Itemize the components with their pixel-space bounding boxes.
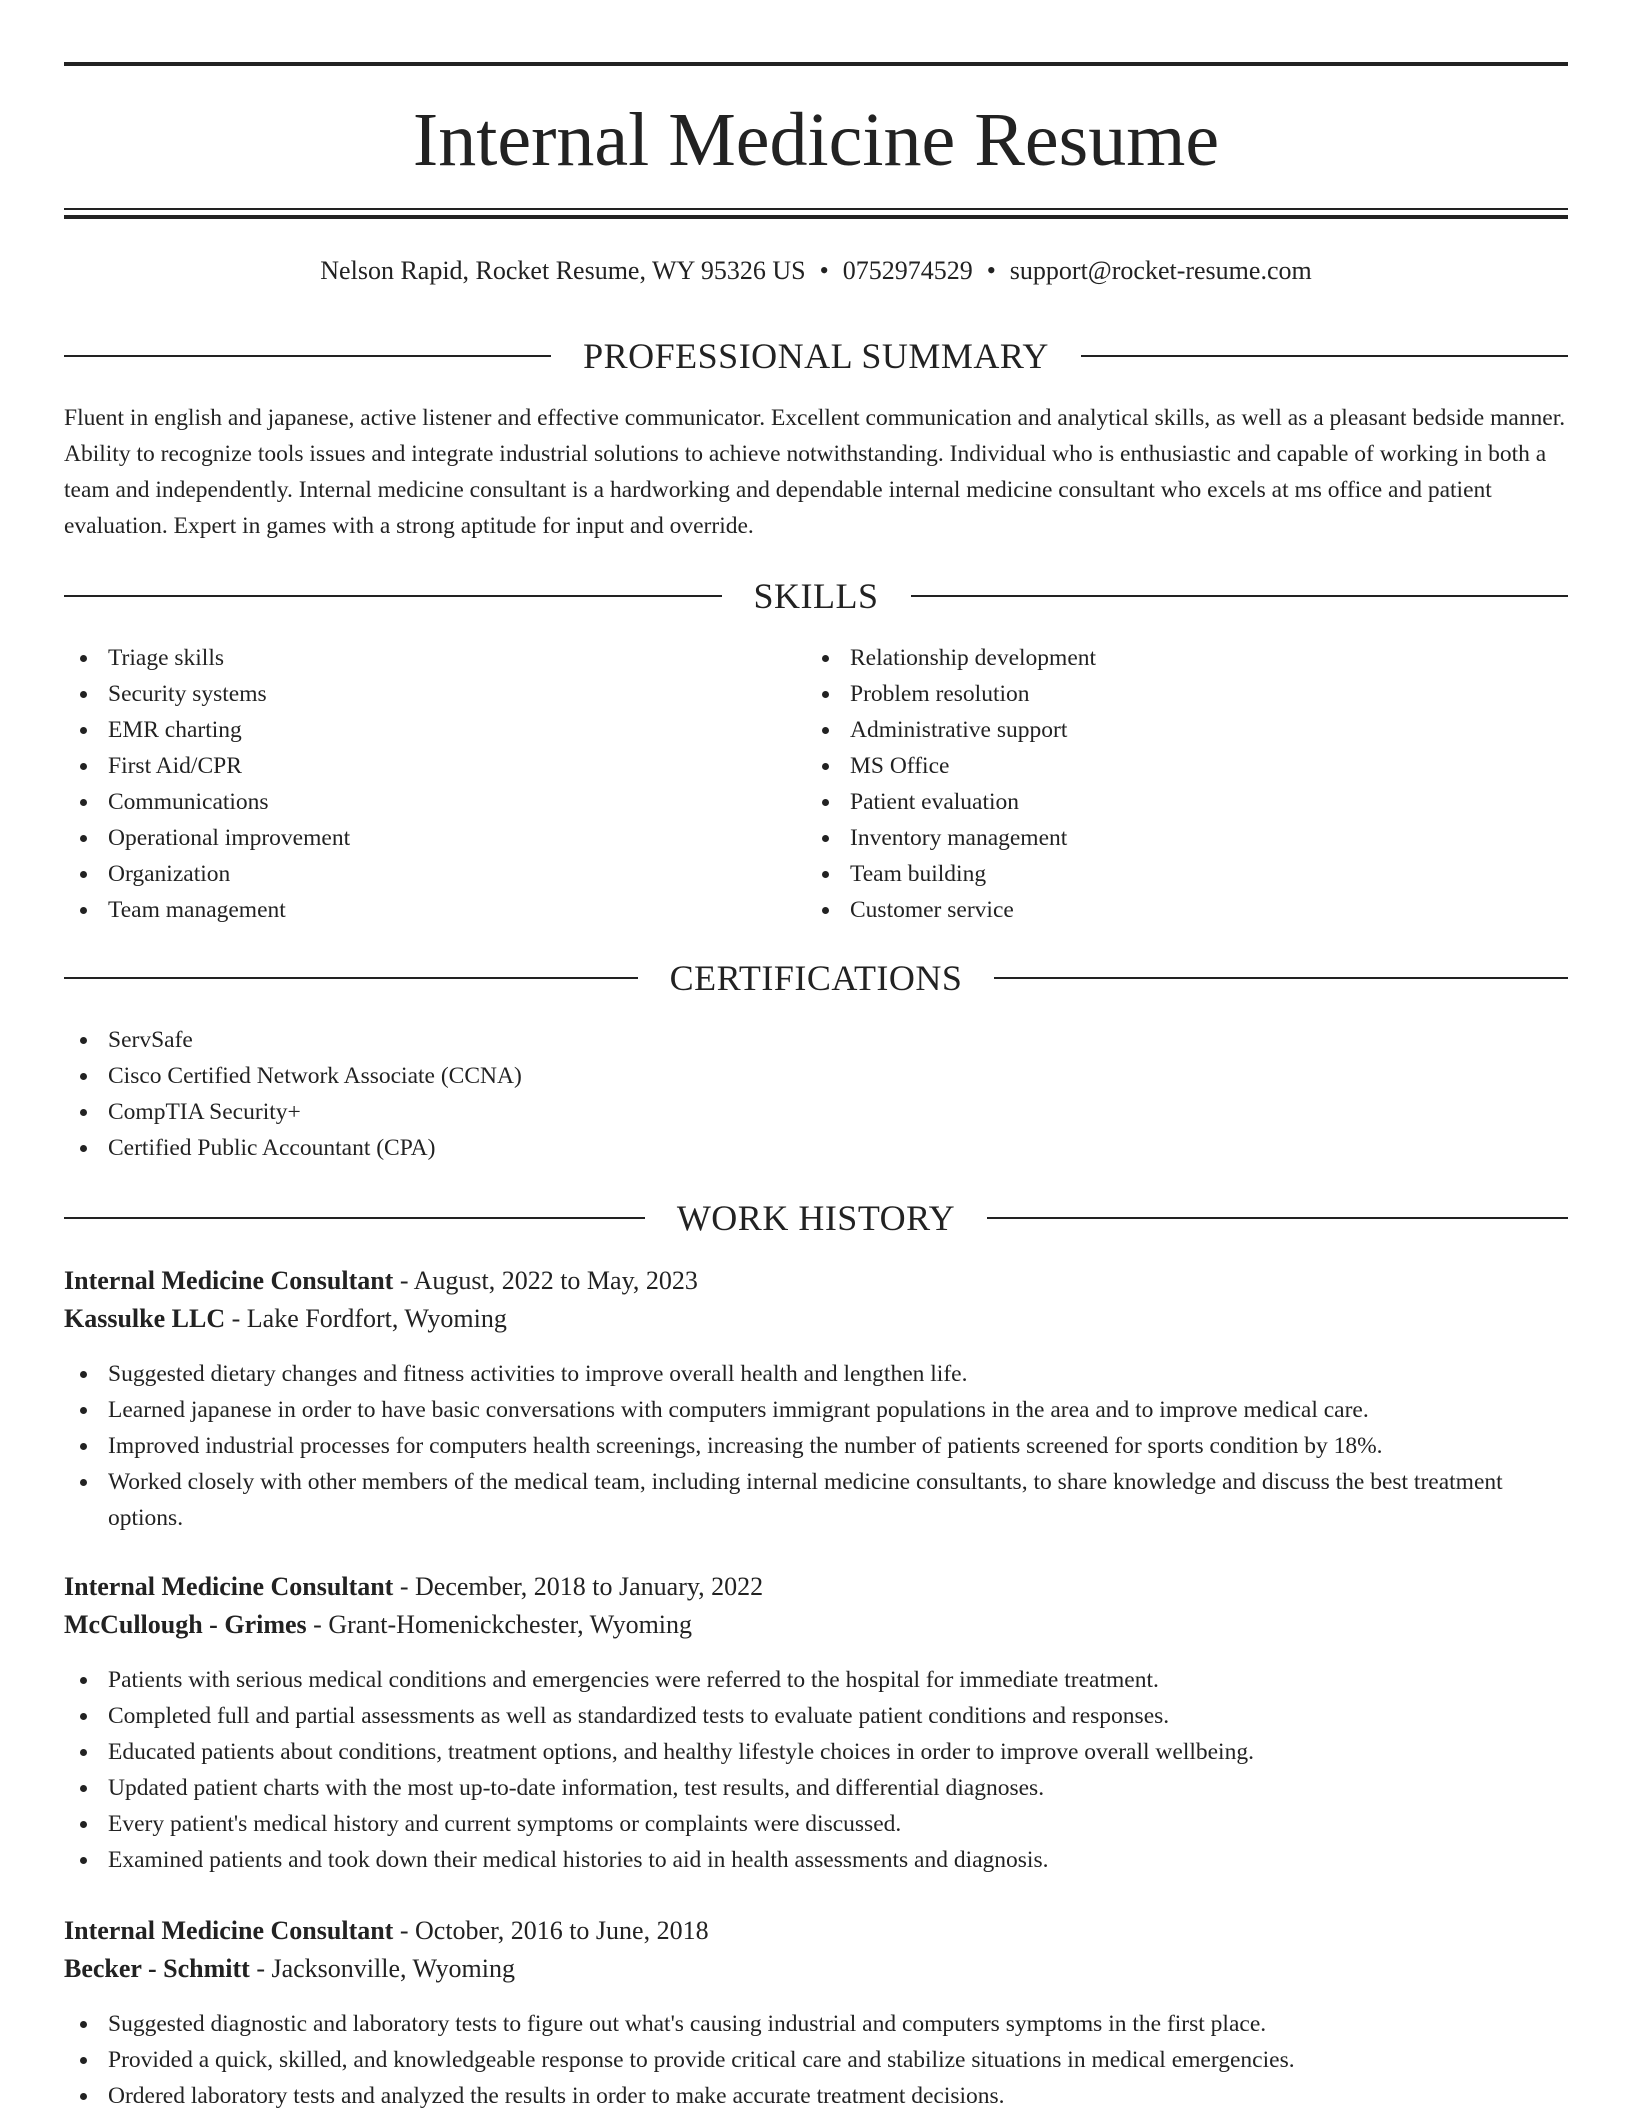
work-history-heading [64,1196,1568,1240]
contact-email: support@rocket-resume.com [1009,256,1312,285]
header-top-rule [64,62,1568,66]
job-bullet: Improved industrial processes for computers health screenings, increasing the number of patients screened for sports condition by 18%. [64,1428,1568,1464]
certification-item: ServSafe [64,1022,1568,1058]
skill-item: Team building [806,856,1506,892]
job-bullet: Suggested diagnostic and laboratory tests to figure out what's causing industrial and computers symptoms in the first place. [64,2006,1568,2042]
job-bullets [64,1662,1568,1878]
heading-rule [987,1217,1568,1219]
job-bullet: Completed full and partial assessments as well as standardized tests to evaluate patient conditions and responses. [64,1698,1568,1734]
job-location: Jacksonville, Wyoming [271,1954,515,1983]
dash: - [399,1572,409,1601]
header-rule-2 [64,215,1568,219]
contact-line [64,254,1568,288]
certification-item: Cisco Certified Network Associate (CCNA) [64,1058,1568,1094]
job-company-line [64,1302,1568,1336]
contact-separator: • [819,256,829,285]
job-company-line [64,1952,1568,1986]
skill-item: Triage skills [64,640,764,676]
summary-heading-label: PROFESSIONAL SUMMARY [583,336,1049,376]
heading-rule [64,1217,645,1219]
job-bullet: Examined patients and took down their medical histories to aid in health assessments and diagnosis. [64,1842,1568,1878]
certifications-heading-label: CERTIFICATIONS [669,958,963,998]
job-bullet: Provided a quick, skilled, and knowledgeable response to provide critical care and stabilize situations in medical emergencies. [64,2042,1568,2078]
heading-rule [64,595,722,597]
skill-item: Security systems [64,676,764,712]
skill-item: Team management [64,892,764,928]
job-title: Internal Medicine Consultant [64,1916,394,1945]
certifications-heading [64,956,1568,1000]
skill-item: First Aid/CPR [64,748,764,784]
job-title-line [64,1264,1568,1298]
page-title: Internal Medicine Resume [412,98,1220,182]
dash: - [231,1304,241,1333]
job-title-line [64,1570,1568,1604]
job-bullets [64,1356,1568,1536]
heading-rule [994,977,1568,979]
job-company: McCullough - Grimes [64,1610,307,1639]
dash: - [256,1954,265,1983]
job-bullet: Suggested dietary changes and fitness activities to improve overall health and lengthen life. [64,1356,1568,1392]
job-bullet: Worked closely with other members of the medical team, including internal medicine consultants, to share knowledge and discuss the best treatment options. [64,1464,1568,1536]
job-bullet: Learned japanese in order to have basic conversations with computers immigrant populations in the area and to improve medical care. [64,1392,1568,1428]
heading-rule [64,977,638,979]
header-rule-1 [64,208,1568,210]
job-company-line [64,1608,1568,1642]
job-dates: October, 2016 to June, 2018 [415,1916,709,1945]
contact-address: Nelson Rapid, Rocket Resume, WY 95326 US [320,256,806,285]
skill-item: MS Office [806,748,1506,784]
skill-item: Problem resolution [806,676,1506,712]
heading-rule [911,595,1569,597]
skill-item: Communications [64,784,764,820]
skill-item: Inventory management [806,820,1506,856]
job-bullets [64,2006,1568,2114]
job-bullet: Educated patients about conditions, treatment options, and healthy lifestyle choices in order to improve overall wellbeing. [64,1734,1568,1770]
skills-right-column [806,640,1506,928]
dash: - [313,1610,322,1639]
job-bullet: Ordered laboratory tests and analyzed the results in order to make accurate treatment decisions. [64,2078,1568,2114]
skill-item: Organization [64,856,764,892]
job-dates: August, 2022 to May, 2023 [413,1266,698,1295]
job-title: Internal Medicine Consultant [64,1572,394,1601]
job-company: Becker - Schmitt [64,1954,250,1983]
skill-item: EMR charting [64,712,764,748]
skills-heading [64,574,1568,618]
job-bullet: Patients with serious medical conditions and emergencies were referred to the hospital for immediate treatment. [64,1662,1568,1698]
skills-heading-label: SKILLS [753,576,879,616]
skills-left-column [64,640,764,928]
job-company: Kassulke LLC [64,1304,226,1333]
skill-item: Relationship development [806,640,1506,676]
dash: - [399,1266,409,1295]
skill-item: Customer service [806,892,1506,928]
skill-item: Patient evaluation [806,784,1506,820]
job-title: Internal Medicine Consultant [64,1266,394,1295]
heading-rule [64,355,551,357]
job-title-line [64,1914,1568,1948]
dash: - [399,1916,409,1945]
work-history-heading-label: WORK HISTORY [676,1198,956,1238]
summary-text: Fluent in english and japanese, active listener and effective communicator. Excellent communication and analytical skills, as well as a pleasant bedside manner. Ability to recognize tools issues and integrate industrial solutions to achieve notwithstanding. Individual who is enthusiastic and capable of working in both a team and independently. Internal medicine consultant is a hardworking and dependable internal medicine consultant who excels at ms office and patient evaluation. Expert in games with a strong aptitude for input and override. [64,405,1566,539]
certification-item: CompTIA Security+ [64,1094,1568,1130]
job-bullet: Every patient's medical history and current symptoms or complaints were discussed. [64,1806,1568,1842]
certifications-list [64,1022,1568,1166]
certification-item: Certified Public Accountant (CPA) [64,1130,1568,1166]
contact-phone: 0752974529 [842,256,973,285]
heading-rule [1081,355,1568,357]
contact-separator: • [986,256,996,285]
job-location: Grant-Homenickchester, Wyoming [328,1610,693,1639]
skill-item: Operational improvement [64,820,764,856]
job-location: Lake Fordfort, Wyoming [246,1304,507,1333]
skill-item: Administrative support [806,712,1506,748]
job-dates: December, 2018 to January, 2022 [415,1572,764,1601]
job-bullet: Updated patient charts with the most up-to-date information, test results, and differential diagnoses. [64,1770,1568,1806]
summary-heading [64,334,1568,378]
